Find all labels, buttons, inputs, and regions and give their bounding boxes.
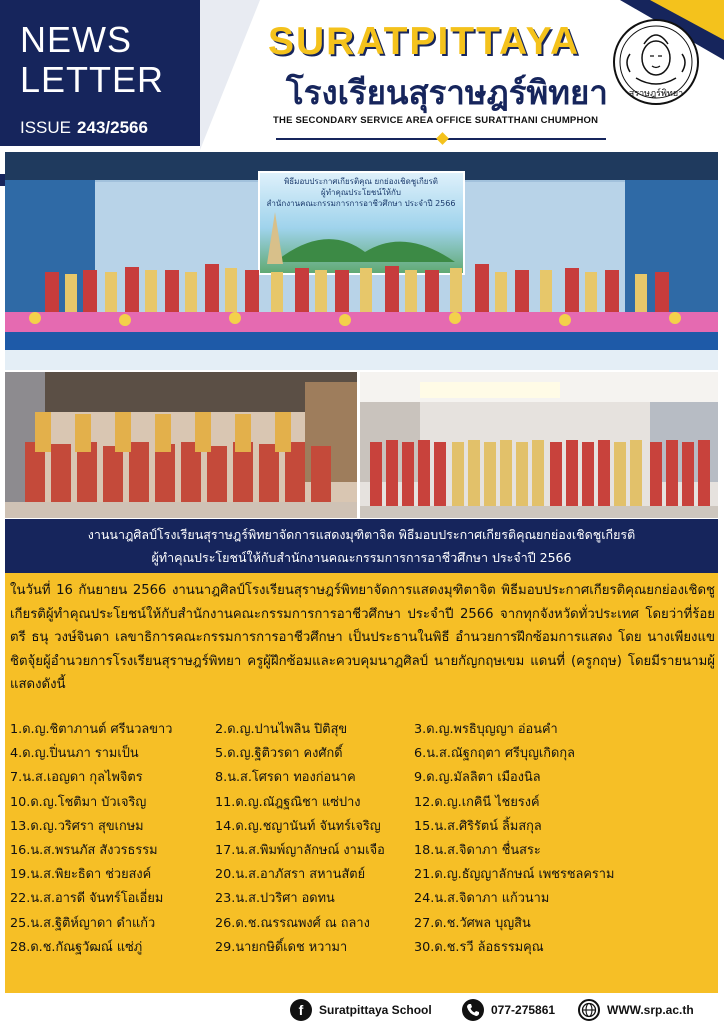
performer-name: 20.น.ส.อาภัสรา สหานสัตย์ — [215, 867, 366, 883]
performer-name: 17.น.ส.พิมพ์ญาลักษณ์ งามเจือ — [215, 842, 385, 858]
footer — [0, 994, 724, 1024]
caption-line2: ผู้ทำคุณประโยชน์ให้กับสำนักงานคณะกรรมการการอาชีวศึกษา ประจำปี 2566 — [151, 550, 572, 565]
performer-name: 11.ด.ญ.ณัฎฐณิชา แซ่ปาง — [215, 794, 361, 810]
website-text: WWW.srp.ac.th — [607, 1003, 694, 1017]
performer-row — [10, 742, 715, 766]
performer-name: 18.น.ส.จิดาภา ชื่นสระ — [414, 842, 541, 858]
newsletter-line1: NEWS — [20, 19, 132, 60]
performer-name: 30.ด.ช.รวี ล้อธรรมคุณ — [414, 939, 544, 955]
performer-name: 12.ด.ญ.เกคินี ไชยรงค์ — [414, 794, 540, 810]
facebook-text: Suratpittaya School — [319, 1003, 432, 1017]
performer-name: 21.ด.ญ.ธัญญาลักษณ์ เพชรชลคราม — [414, 867, 615, 883]
performer-name: 14.ด.ญ.ชญานันท์ จันทร์เจริญ — [215, 818, 381, 834]
performer-name: 28.ด.ช.กัณฐวัฒณ์ แซ่ภู่ — [10, 939, 143, 955]
performer-name: 6.น.ส.ณัฐกฤตา ศรีบุญเกิดกุล — [414, 746, 575, 762]
performer-name: 26.ด.ช.ณรรณพงศ์ ณ ถลาง — [215, 915, 370, 931]
performer-name: 7.น.ส.เอญดา กุลไพจิตร — [10, 770, 143, 786]
performer-name: 4.ด.ญ.ปิ่นนภา รามเป็น — [10, 746, 139, 762]
performer-name: 27.ด.ช.วัศพล บุญสิน — [414, 915, 531, 931]
brand-subtitle: THE SECONDARY SERVICE AREA OFFICE SURATTHANI CHUMPHON — [273, 115, 599, 126]
article-body — [5, 573, 718, 993]
performer-name: 16.น.ส.พรนภัส สังวรธรรม — [10, 842, 158, 858]
newsletter-line2: LETTER — [20, 59, 165, 100]
website-link[interactable] — [578, 998, 694, 1022]
phone-link[interactable] — [462, 998, 555, 1022]
performer-row — [10, 718, 715, 742]
group-photo-right — [360, 372, 718, 518]
performer-name: 13.ด.ญ.วริศรา สุขเกษม — [10, 818, 144, 834]
performer-name: 22.น.ส.อารดี จันทร์โอเอี่ยม — [10, 891, 164, 907]
stage-banner-line3: สำนักงานคณะกรรมการการอาชีวศึกษา ประจำปี 2566 — [266, 199, 456, 208]
performer-name: 19.น.ส.พิยะธิดา ช่วยสงค์ — [10, 867, 152, 883]
issue-label-text: ISSUE — [20, 118, 72, 137]
performer-name: 5.ด.ญ.ฐิติวรดา คงศักดิ์ — [215, 746, 343, 762]
performer-name: 25.น.ส.ฐิติห์ญาดา ดำแก้ว — [10, 915, 156, 931]
caption-line1: งานนาฎศิลป์โรงเรียนสุราษฎร์พิทยาจัดการแสดงมุฑิตาจิต พิธีมอบประกาศเกียรติคุณยกย่องเชิดชูเกียรติ — [87, 527, 636, 542]
facebook-icon: f — [290, 999, 312, 1021]
performer-name: 1.ด.ญ.ชิตาภานต์ ศรีนวลขาว — [10, 722, 173, 737]
performer-name: 2.ด.ญ.ปานไพลิน ปิติสุข — [215, 722, 348, 737]
issue-number: 243/2566 — [77, 118, 148, 137]
stage-performance-photo — [5, 152, 718, 370]
school-seal-logo — [612, 18, 700, 106]
phone-text: 077-275861 — [491, 1003, 556, 1017]
performer-list — [10, 718, 715, 960]
performer-name: 15.น.ส.ศิริรัตน์ ลิ้มสกุล — [414, 818, 542, 834]
performer-row — [10, 815, 715, 839]
globe-icon — [578, 999, 600, 1021]
stage-banner-line1: พิธีมอบประกาศเกียรติคุณ ยกย่องเชิดชูเกียรติ — [284, 177, 438, 186]
performer-row — [10, 766, 715, 790]
performer-name: 9.ด.ญ.มัลลิตา เมืองนิล — [414, 770, 541, 786]
performer-name: 8.น.ส.โศรดา ทองก่อนาค — [215, 770, 356, 786]
performer-row — [10, 887, 715, 911]
phone-icon — [462, 999, 484, 1021]
group-photo-left — [5, 372, 357, 518]
stage-banner-line2: ผู้ทำคุณประโยชน์ให้กับ — [321, 188, 401, 197]
performer-name: 10.ด.ญ.โชติมา บัวเจริญ — [10, 794, 147, 810]
seal-text: สุราษฎร์พิทยา — [628, 89, 684, 99]
performer-row — [10, 936, 715, 960]
performer-row — [10, 912, 715, 936]
article-paragraph: ในวันที่ 16 กันยายน 2566 งานนาฎศิลป์โรงเรียนสุราษฎร์พิทยาจัดการแสดงมุฑิตาจิต พิธีมอบประกาศเกียรติคุณยกย่องเชิดชูเกียรติผู้ทำคุณประโยชน์ให้กับสำนักงานคณะกรรมการการอาชีวศึกษา ประจำปี 2566 จากทุกจังหวัดทั่วประเทศ โดยว่าที่ร้อยตรี ธนุ วงษ์จินดา เลขาธิการคณะกรรมการการอาชีวศึกษา เป็นประธานในพิธี อำนวยการฝึกซ้อมการแสดง โดย นางเพียงแข ชิตจุ้ยผู้อำนวยการโรงเรียนสุราษฎร์พิทยา ครูผู้ฝึกซ้อมและควบคุมนาฎศิลป์ นายกัญกฤษเขม แดนที่ (ครูกฤษ) โดยมีรายนามผู้แสดงดังนี้ — [10, 583, 715, 692]
newsletter-title — [20, 20, 164, 100]
issue-label — [20, 118, 148, 138]
facebook-link[interactable] — [290, 998, 432, 1022]
performer-name: 3.ด.ญ.พรธิบุญญา อ่อนคำ — [414, 722, 558, 737]
performer-row — [10, 863, 715, 887]
performer-row — [10, 791, 715, 815]
performer-name: 29.นายกษิดิ์เดช หวามา — [215, 939, 348, 955]
brand-name-th: โรงเรียนสุราษฎร์พิทยา — [286, 73, 608, 112]
performer-name: 24.น.ส.จิดาภา แก้วนาม — [414, 891, 550, 907]
brand-name-en: SURATPITTAYA — [268, 20, 581, 63]
performer-row — [10, 839, 715, 863]
performer-name: 23.น.ส.ปวริศา อดทน — [215, 891, 335, 907]
photo-caption — [5, 519, 718, 573]
